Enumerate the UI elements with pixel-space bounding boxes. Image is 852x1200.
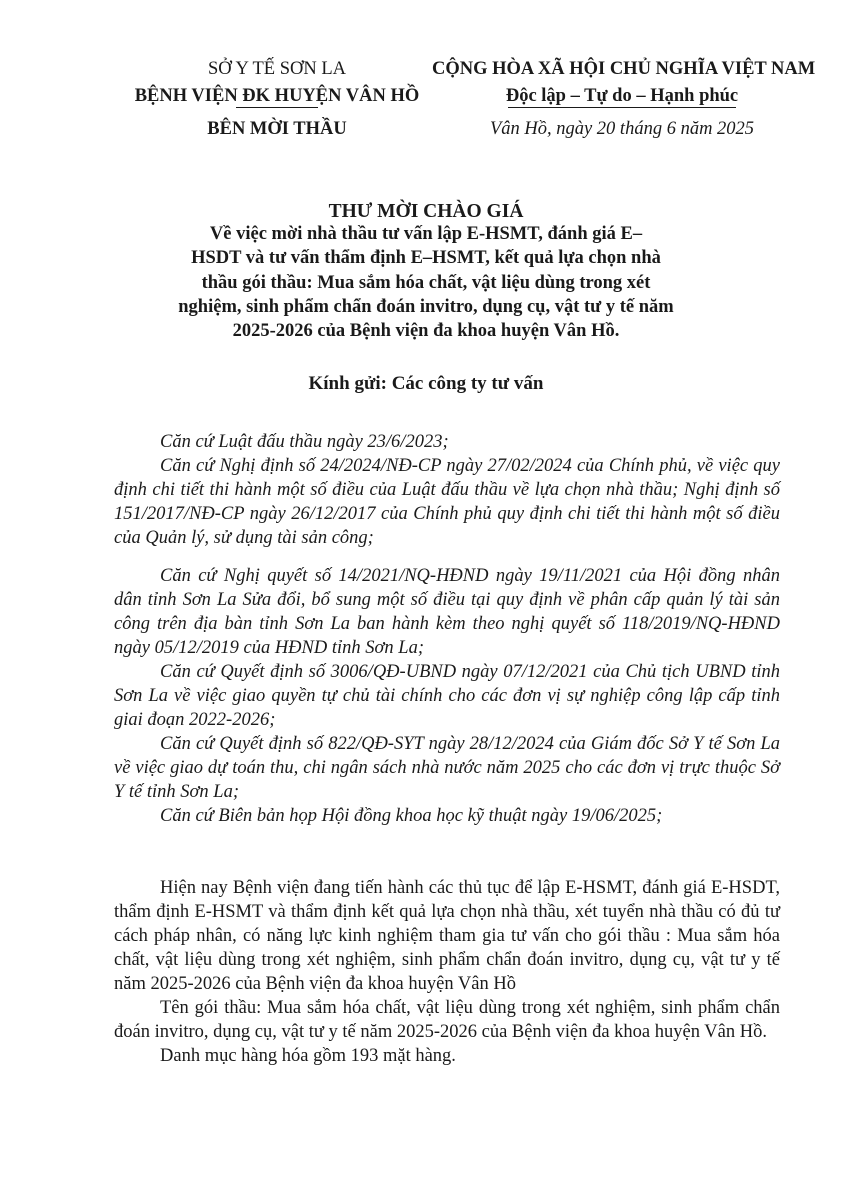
body-paragraph: Danh mục hàng hóa gồm 193 mặt hàng. [160,1046,456,1066]
motto: Độc lập – Tự do – Hạnh phúc [505,86,739,106]
legal-basis-item: Căn cứ Biên bản họp Hội đồng khoa học kỹ thuật ngày 19/06/2025; [160,806,663,826]
nation-name: CỘNG HÒA XÃ HỘI CHỦ NGHĨA VIỆT NAM [432,59,816,79]
body-paragraph: Hiện nay Bệnh viện đang tiến hành các thủ tục để lập E-HSMT, đánh giá E-HSDT, thẩm định E-HSMT và thẩm định kết quả lựa chọn nhà thầu, xét tuyển nhà thầu có đủ tư cách pháp nhân, có năng lực kinh nghiệm tham gia tư vấn cho gói thầu : Mua sắm hóa chất, vật liệu dùng trong xét nghiệm, sinh phẩm chẩn đoán invitro, dụng cụ, vật tư y tế năm 2025-2026 của Bệnh viện đa khoa huyện Vân Hồ [114,878,780,994]
department-name: SỞ Y TẾ SƠN LA [207,59,347,79]
subject-line: Về việc mời nhà thầu tư vấn lập E-HSMT, đánh giá E– [209,224,643,244]
recipient-line: Kính gửi: Các công ty tư vấn [308,373,544,394]
subject-line: nghiệm, sinh phẩm chẩn đoán invitro, dụng cụ, vật tư y tế năm [178,296,674,317]
legal-basis-item: Căn cứ Quyết định số 3006/QĐ-UBND ngày 07/12/2021 của Chủ tịch UBND tỉnh Sơn La về việc giao quyền tự chủ tài chính cho các đơn vị sự nghiệp công lập cấp tỉnh giai đoạn 2022-2026; [114,662,780,730]
letter-subject [140,222,712,343]
hospital-name: BỆNH VIỆN ĐK HUYỆN VÂN HỒ [134,86,420,106]
nation-block [432,56,816,143]
motto-underline [508,107,736,108]
legal-basis-item: Căn cứ Luật đấu thầu ngày 23/6/2023; [160,432,449,452]
letter-title: THƯ MỜI CHÀO GIÁ [328,201,524,222]
legal-basis-item: Căn cứ Quyết định số 822/QĐ-SYT ngày 28/12/2024 của Giám đốc Sở Y tế Sơn La về việc giao dự toán thu, chi ngân sách nhà nước năm 2025 cho các đơn vị trực thuộc Sở Y tế tỉnh Sơn La; [114,734,780,802]
subject-line: HSDT và tư vấn thẩm định E–HSMT, kết quả lựa chọn nhà [191,248,661,269]
subject-line: 2025-2026 của Bệnh viện đa khoa huyện Vân Hồ. [232,321,620,342]
subject-line: thầu gói thầu: Mua sắm hóa chất, vật liệu dùng trong xét [201,272,651,293]
letter-body [114,876,780,1068]
issuer-underline [236,107,318,108]
legal-basis-item: Căn cứ Nghị định số 24/2024/NĐ-CP ngày 27/02/2024 của Chính phủ, về việc quy định chi tiết thi hành một số điều của Luật đấu thầu về lựa chọn nhà thầu; Nghị định số 151/2017/NĐ-CP ngày 26/12/2017 của Chính phủ quy định chi tiết thi hành một số điều của Quản lý, sử dụng tài sản công; [114,456,780,548]
place-date: Vân Hồ, ngày 20 tháng 6 năm 2025 [489,119,755,139]
body-paragraph: Tên gói thầu: Mua sắm hóa chất, vật liệu dùng trong xét nghiệm, sinh phẩm chẩn đoán invitro, dụng cụ, vật tư y tế năm 2025-2026 của Bệnh viện đa khoa huyện Vân Hồ. [114,998,780,1042]
legal-basis-section [114,430,780,828]
legal-basis-item: Căn cứ Nghị quyết số 14/2021/NQ-HĐND ngày 19/11/2021 của Hội đồng nhân dân tỉnh Sơn La Sửa đổi, bổ sung một số điều tại quy định về phân cấp quản lý tài sản công trên địa bàn tỉnh Sơn La ban hành kèm theo nghị quyết số 118/2019/NQ-HĐND ngày 05/12/2019 của HĐND tỉnh Sơn La; [114,566,780,658]
role-label: BÊN MỜI THẦU [207,119,347,139]
issuer-block [112,56,442,143]
